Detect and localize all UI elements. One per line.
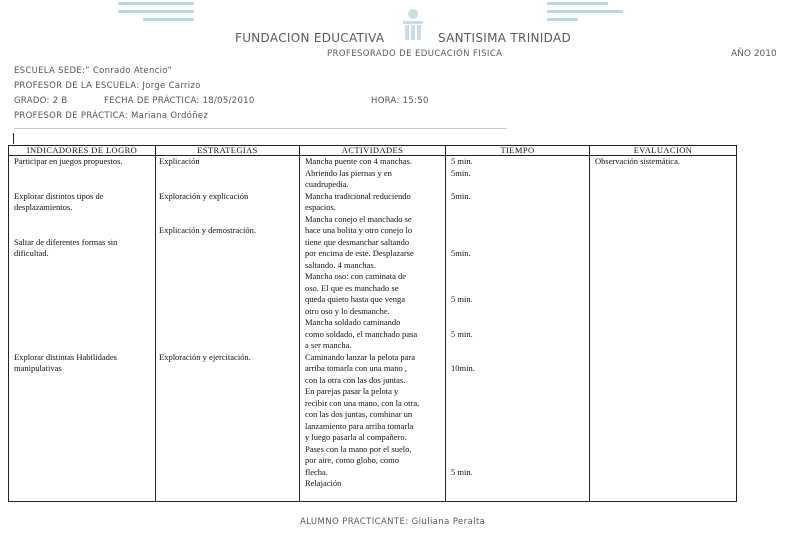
header-decoration-line [547,18,578,21]
actividad-line: con la otra con las dos juntas. [305,374,406,385]
estrategia-line: Explicación y demostración. [159,225,257,235]
indicador-line: dificultad. [14,248,49,258]
tiempo-line: 5 min. [451,329,473,339]
actividad-line: cuadrupedia. [305,179,349,189]
actividad-line: Caminando lanzar la pelota para [305,351,415,362]
estrategia-line: Exploración y ejercitación. [159,352,251,362]
header-tiempo: TIEMPO [446,146,590,156]
indicador-line: desplazamientos. [14,202,73,212]
actividad-line: Mancha puente con 4 manchas. [305,156,412,166]
actividad-line: lanzamiento para arriba tomarla [305,420,414,431]
indicador-line: Saltar de diferentes formas sin [14,237,118,247]
header-indicadores: INDICADORES DE LOGRO [9,146,156,156]
actividad-line: Relajación [305,478,342,488]
actividad-line: tiene que desmanchar saltando [305,236,410,247]
table-header-row [9,146,737,156]
hora: HORA: 15:50 [371,96,429,106]
alumno-practicante: ALUMNO PRACTICANTE: Giuliana Peralta [300,517,486,527]
tiempo-line: 5 min. [451,294,473,304]
header-decoration-line [143,18,194,21]
header-actividades: ACTIVIDADES [300,146,446,156]
institution-name-right: SANTISIMA TRINIDAD [438,31,572,45]
actividad-line: y luego pasarla al compañero. [305,432,407,442]
evaluacion-line: Observación sistemática. [595,156,680,166]
escuela-sede: ESCUELA SEDE:” Conrado Atencio” [14,66,173,76]
actividad-line: flecha. [305,466,328,477]
actividad-line: por aire, como globo, como [305,455,399,465]
tiempo-line: 5 min. [451,467,473,477]
table-row [9,156,737,502]
actividad-line: Mancha conejo el manchado se [305,213,412,224]
header-decoration-line [547,10,623,13]
indicador-line: Explorar distintos tipos de [14,191,104,201]
actividad-line: como soldado, el manchado pasa [305,328,418,339]
cell-tiempo [446,156,590,502]
profesor-practica: PROFESOR DE PRÁCTICA: Mariana Ordóñez [14,111,209,121]
institution-name-left: FUNDACION EDUCATIVA [235,31,385,45]
grado: GRADO: 2 B [14,96,68,106]
actividad-line: queda quieto hasta que venga [305,294,406,304]
fecha-practica: FECHA DE PRÁCTICA: 18/05/2010 [104,96,255,106]
lesson-plan-table [8,145,737,502]
header-decoration-line [118,10,194,13]
actividad-line: arriba tomarla con una mano , [305,363,407,373]
header-decoration-line [118,2,194,5]
cell-actividades [300,156,446,502]
cell-evaluacion [590,156,737,502]
tiempo-line: 5min. [451,168,471,178]
header-evaluacion: EVALUACION [590,146,737,156]
header-decoration-line [547,2,608,5]
actividad-line: otro oso y lo desmanche. [305,305,390,316]
actividad-line: En parejas pasar la pelota y [305,386,399,396]
actividad-line: espacios. [305,202,336,212]
header-estrategias: ESTRATEGIAS [156,146,300,156]
actividad-line: por encima de este. Desplazarse [305,248,414,258]
tiempo-line: 10min. [451,363,475,373]
actividad-line: Mancha tradicional reduciendo [305,190,411,201]
actividad-line: Abriendo las piernas y en [305,167,392,178]
tiempo-line: 5 min. [451,156,473,166]
institution-logo-icon [400,8,426,42]
actividad-line: oso. El que es manchado se [305,282,399,293]
year-label: AÑO 2010 [731,49,777,59]
actividad-line: a ser mancha. [305,340,352,350]
actividad-line: Pases con la mano por el suelo, [305,443,412,454]
tiempo-line: 5min. [451,191,471,201]
indicador-line: Participar en juegos propuestos. [14,156,123,166]
separator-line [14,128,507,129]
text-cursor [13,133,14,144]
indicador-line: Explorar distintas Habilidades [14,352,117,362]
actividad-line: recibir con una mano, con la otra, [305,397,420,408]
indicador-line: manipulativas [14,363,62,373]
actividad-line: Mancha soldado caminando [305,317,401,327]
actividad-line: con las dos juntas, combinar un [305,409,413,419]
estrategia-line: Exploración y explicación [159,191,249,201]
cell-indicadores [9,156,156,502]
actividad-line: hace una bolita y otro conejo lo [305,225,413,235]
tiempo-line: 5min. [451,248,471,258]
estrategia-line: Explicación [159,156,200,166]
profesor-escuela: PROFESOR DE LA ESCUELA: Jorge Carrizo [14,81,201,91]
program-subtitle: PROFESORADO DE EDUCACION FISICA [327,49,503,59]
actividad-line: Mancha oso: con caminata de [305,271,407,281]
actividad-line: saltando. 4 manchas. [305,259,376,270]
cell-estrategias [156,156,300,502]
